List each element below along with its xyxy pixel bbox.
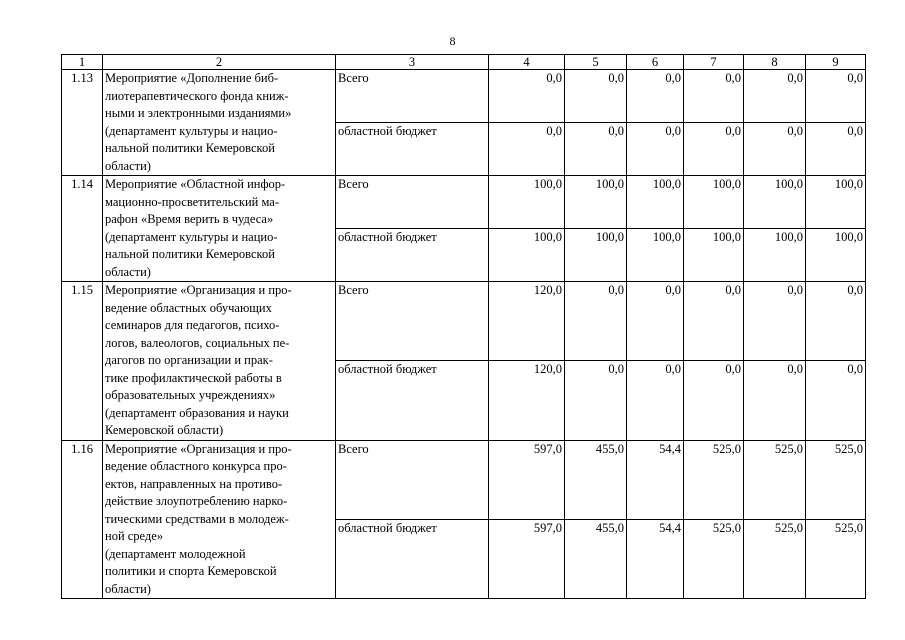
amount-cell: 0,0 [565, 70, 627, 123]
description-line: (департамент молодежной [105, 546, 246, 561]
amount-cell: 0,0 [684, 70, 744, 123]
item-description [103, 282, 336, 441]
amount-cell: 0,0 [744, 123, 806, 176]
funding-source: областной бюджет [336, 361, 489, 440]
funding-source: Всего [336, 440, 489, 519]
description-line: ными и электронными изданиями» [105, 106, 292, 120]
amount-cell: 0,0 [684, 123, 744, 176]
description-line: Кемеровской области) [105, 423, 224, 437]
amount-cell: 597,0 [489, 519, 565, 598]
amount-cell: 100,0 [489, 176, 565, 229]
table-row [62, 176, 866, 229]
amount-cell: 0,0 [684, 361, 744, 440]
description-line: области) [105, 158, 151, 173]
item-number: 1.14 [62, 176, 103, 282]
description-line: Мероприятие «Организация и про- [105, 441, 292, 456]
description-line: нальной политики Кемеровской [105, 141, 275, 155]
description-line: рафон «Время верить в чудеса» [105, 212, 274, 226]
amount-cell: 120,0 [489, 282, 565, 361]
amount-cell: 120,0 [489, 361, 565, 440]
amount-cell: 525,0 [806, 519, 866, 598]
description-line: дагогов по организации и прак- [105, 353, 273, 367]
item-description [103, 440, 336, 599]
table-body [62, 55, 866, 599]
amount-cell: 525,0 [744, 519, 806, 598]
column-number: 4 [489, 55, 565, 70]
column-number: 8 [744, 55, 806, 70]
description-line: действие злоупотреблению нарко- [105, 494, 288, 508]
amount-cell: 525,0 [806, 440, 866, 519]
amount-cell: 0,0 [684, 282, 744, 361]
table-row [62, 282, 866, 361]
description-line: Мероприятие «Областной инфор- [105, 177, 286, 191]
amount-cell: 100,0 [684, 176, 744, 229]
description-line: (департамент образования и науки [105, 405, 289, 420]
funding-source: областной бюджет [336, 229, 489, 282]
description-line: ной среде» [105, 529, 164, 543]
amount-cell: 0,0 [627, 123, 684, 176]
funding-source: областной бюджет [336, 123, 489, 176]
amount-cell: 597,0 [489, 440, 565, 519]
column-number: 3 [336, 55, 489, 70]
amount-cell: 455,0 [565, 440, 627, 519]
column-number: 7 [684, 55, 744, 70]
column-number: 2 [103, 55, 336, 70]
table-row [62, 440, 866, 519]
amount-cell: 0,0 [744, 282, 806, 361]
amount-cell: 0,0 [744, 361, 806, 440]
item-number: 1.16 [62, 440, 103, 599]
amount-cell: 0,0 [806, 361, 866, 440]
amount-cell: 0,0 [627, 361, 684, 440]
amount-cell: 0,0 [565, 361, 627, 440]
page-number: 8 [449, 34, 456, 48]
description-line: Мероприятие «Дополнение биб- [105, 71, 279, 85]
amount-cell: 0,0 [627, 70, 684, 123]
column-number: 5 [565, 55, 627, 70]
amount-cell: 100,0 [565, 176, 627, 229]
item-description [103, 70, 336, 176]
program-table [61, 54, 866, 599]
funding-source: Всего [336, 176, 489, 229]
description-line: лиотерапевтического фонда книж- [105, 88, 289, 103]
description-line: семинаров для педагогов, психо- [105, 318, 280, 332]
amount-cell: 0,0 [744, 70, 806, 123]
item-description [103, 176, 336, 282]
amount-cell: 0,0 [806, 123, 866, 176]
description-line: ведение областного конкурса про- [105, 459, 287, 473]
column-number-row [62, 55, 866, 70]
description-line: политики и спорта Кемеровской [105, 564, 277, 578]
amount-cell: 100,0 [627, 229, 684, 282]
description-line: логов, валеологов, социальных пе- [105, 335, 290, 350]
description-line: ектов, направленных на противо- [105, 476, 283, 491]
amount-cell: 0,0 [489, 123, 565, 176]
amount-cell: 100,0 [489, 229, 565, 282]
amount-cell: 54,4 [627, 519, 684, 598]
description-line: области) [105, 264, 151, 279]
description-line: мационно-просветительский ма- [105, 194, 279, 209]
amount-cell: 100,0 [565, 229, 627, 282]
amount-cell: 0,0 [627, 282, 684, 361]
description-line: образовательных учреждениях» [105, 388, 276, 402]
amount-cell: 525,0 [684, 440, 744, 519]
description-line: нальной политики Кемеровской [105, 247, 275, 261]
item-number: 1.15 [62, 282, 103, 441]
description-line: (департамент культуры и нацио- [105, 229, 278, 244]
amount-cell: 0,0 [806, 70, 866, 123]
amount-cell: 100,0 [806, 176, 866, 229]
funding-source: областной бюджет [336, 519, 489, 598]
amount-cell: 100,0 [744, 229, 806, 282]
column-number: 1 [62, 55, 103, 70]
funding-source: Всего [336, 282, 489, 361]
amount-cell: 54,4 [627, 440, 684, 519]
description-line: Мероприятие «Организация и про- [105, 283, 292, 297]
amount-cell: 525,0 [684, 519, 744, 598]
funding-source: Всего [336, 70, 489, 123]
description-line: области) [105, 581, 151, 596]
amount-cell: 0,0 [565, 123, 627, 176]
description-line: (департамент культуры и нацио- [105, 123, 278, 138]
amount-cell: 100,0 [627, 176, 684, 229]
column-number: 9 [806, 55, 866, 70]
description-line: ведение областных обучающих [105, 300, 272, 315]
amount-cell: 0,0 [489, 70, 565, 123]
description-line: тическими средствами в молодеж- [105, 511, 289, 526]
amount-cell: 100,0 [806, 229, 866, 282]
amount-cell: 0,0 [806, 282, 866, 361]
column-number: 6 [627, 55, 684, 70]
item-number: 1.13 [62, 70, 103, 176]
description-line: тике профилактической работы в [105, 370, 282, 385]
amount-cell: 525,0 [744, 440, 806, 519]
amount-cell: 455,0 [565, 519, 627, 598]
table-row [62, 70, 866, 123]
amount-cell: 100,0 [684, 229, 744, 282]
amount-cell: 100,0 [744, 176, 806, 229]
amount-cell: 0,0 [565, 282, 627, 361]
